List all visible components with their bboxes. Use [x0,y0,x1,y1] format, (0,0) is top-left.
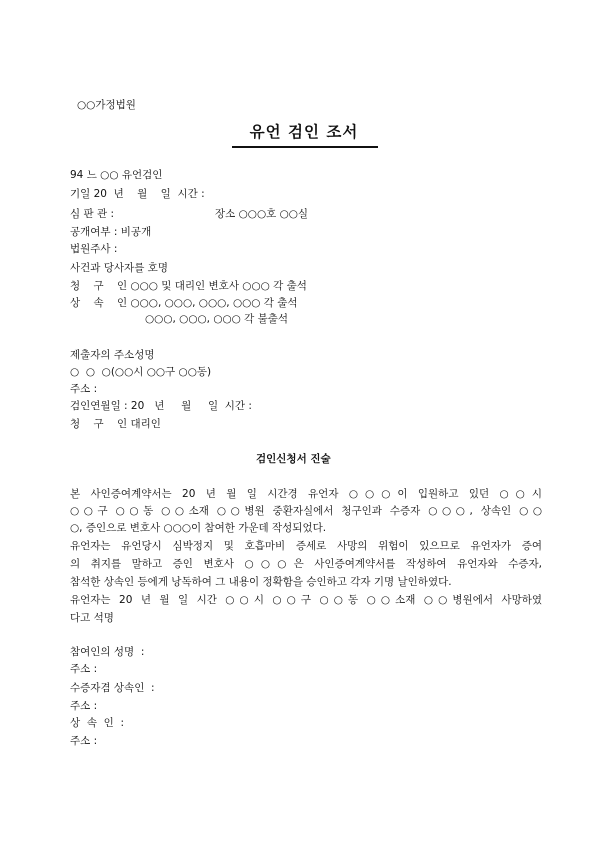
title-underline [232,146,378,148]
heirs-absent-line: ○○○, ○○○, ○○○ 각 불출석 [145,313,289,325]
participant-address-line: 주소 : [70,663,98,675]
court-clerk-line: 법원주사 : [70,243,118,255]
court-name: ○○가정법원 [77,99,136,111]
statement-line: ○○구 ○○동 ○○소재 ○○병원 중환자실에서 청구인과 수증자 ○○○, 상속인 ○○ [70,505,542,517]
heir-address-line: 주소 : [70,735,98,747]
hearing-date-line: 기일 20 년 월 일 시간 : [70,188,205,200]
public-status-line: 공개여부 : 비공개 [70,226,152,238]
roll-call-line: 사건과 당사자를 호명 [70,262,168,274]
statement-line: 다고 석명 [70,612,114,624]
submitter-heading: 제출자의 주소성명 [70,349,155,361]
donee-address-line: 주소 : [70,700,98,712]
probate-date-line: 검인연월일 : 20 년 월 일 시간 : [70,400,252,412]
claimant-agent-line: 청 구 인 대리인 [70,418,161,430]
statement-line: ○, 증인으로 변호사 ○○○이 참여한 가운데 작성되었다. [70,522,327,534]
statement-line: 유언자는 유언당시 심박정지 및 호흡마비 증세로 사망의 위험이 있으므로 유언자가 증여 [70,540,542,552]
statement-section-heading: 검인신청서 진술 [256,453,331,465]
claimant-line: 청 구 인 ○○○ 및 대리인 변호사 ○○○ 각 출석 [70,280,307,292]
statement-line: 유언자는 20 년 월 일 시간 ○○시 ○○구 ○○동 ○○소재 ○○병원에서 사망하였 [70,594,542,606]
statement-line: 본 사인증여계약서는 20 년 월 일 시간경 유언자 ○○○이 입원하고 있던 ○○시 [70,488,542,500]
document-title: 유언 검인 조서 [249,123,359,141]
submitter-address-line: 주소 : [70,383,98,395]
statement-line: 참석한 상속인 등에게 낭독하여 그 내용이 정확함을 승인하고 각자 기명 날인하였다. [70,576,452,588]
judge-line: 심 판 관 : [70,208,114,220]
statement-line: 의 취지를 말하고 증인 변호사 ○○○은 사인증여계약서를 작성하여 유언자와 수증자, [70,558,542,570]
heirs-present-line: 상 속 인 ○○○, ○○○, ○○○, ○○○ 각 출석 [70,297,298,309]
heir-line: 상 속 인 : [70,717,124,729]
case-number-line: 94 느 ○○ 유언검인 [70,169,163,181]
donee-heir-line: 수증자겸 상속인 : [70,682,155,694]
submitter-name-line: ○ ○ ○(○○시 ○○구 ○○동) [70,366,212,378]
participant-name-line: 참여인의 성명 : [70,646,145,658]
location-line: 장소 ○○○호 ○○실 [215,208,309,220]
